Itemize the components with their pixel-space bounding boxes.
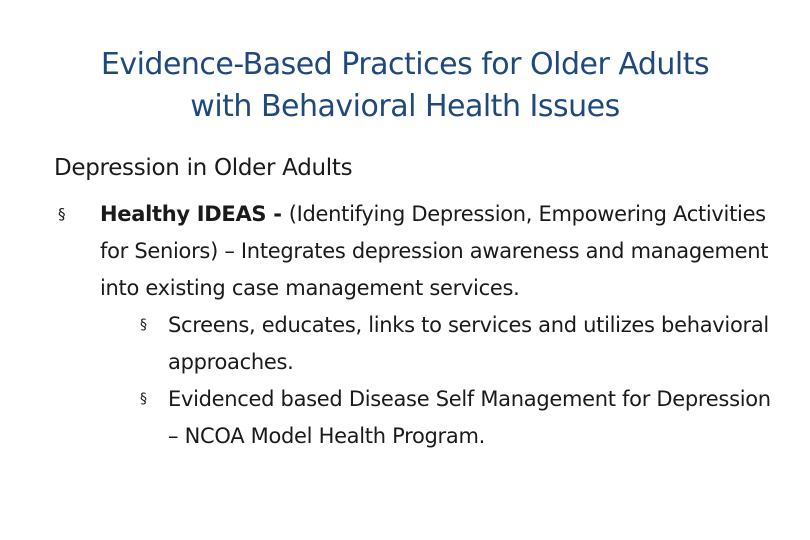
bullet-list xyxy=(58,196,778,455)
slide-title-line-1: Evidence-Based Practices for Older Adults xyxy=(100,47,710,82)
main-bullet-text: (Identifying Depression, Empowering Activities for Seniors) – Integrates depression awareness and management into existing case management services. xyxy=(100,202,769,300)
sub-bullet-item xyxy=(140,307,778,381)
slide-title xyxy=(20,44,790,128)
slide-title-line-2: with Behavioral Health Issues xyxy=(190,89,620,124)
sub-bullet-text: Screens, educates, links to services and utilizes behavioral approaches. xyxy=(168,313,769,374)
bullet-marker-icon: § xyxy=(58,205,66,223)
section-heading: Depression in Older Adults xyxy=(54,155,353,181)
sub-bullet-list xyxy=(58,307,778,455)
sub-bullet-marker-icon: § xyxy=(140,391,147,407)
main-bullet-lead: Healthy IDEAS - xyxy=(100,202,289,226)
sub-bullet-marker-icon: § xyxy=(140,317,147,333)
sub-bullet-item xyxy=(140,381,778,455)
sub-bullet-text: Evidenced based Disease Self Management for Depression – NCOA Model Health Program. xyxy=(168,387,771,448)
main-bullet-item xyxy=(58,196,778,307)
